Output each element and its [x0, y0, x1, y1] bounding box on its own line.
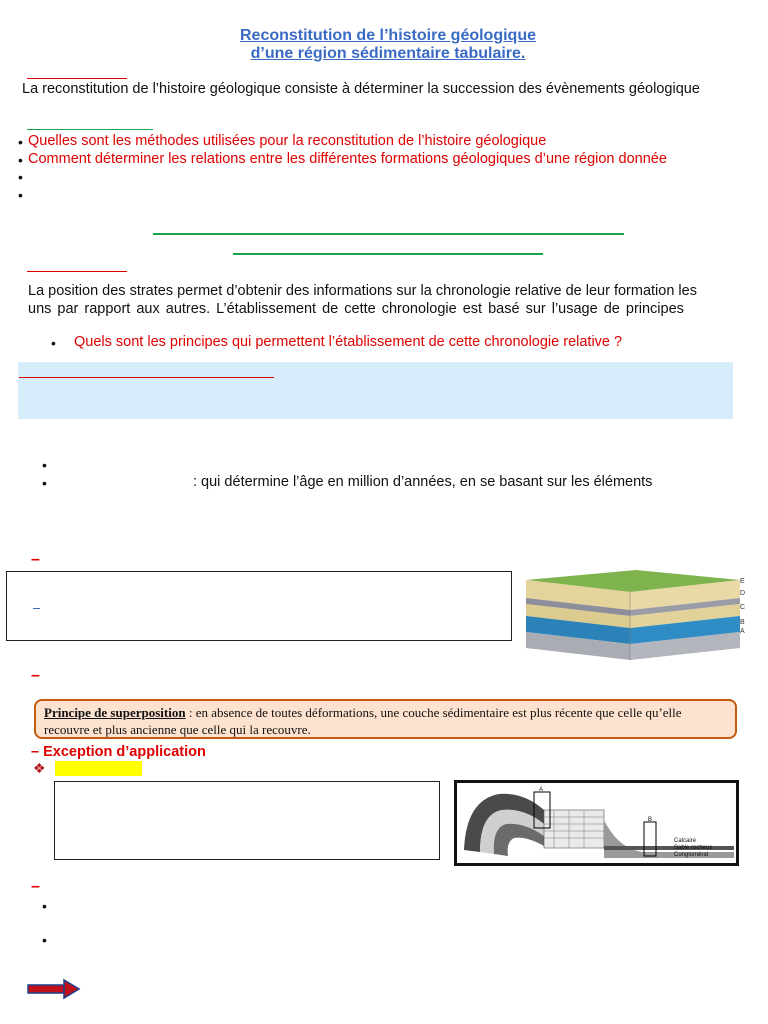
- bullet-dot: •: [51, 335, 56, 351]
- answer-frame-2: [54, 781, 440, 860]
- bullet-dot: •: [42, 898, 47, 914]
- legend-sable: Sable rocheux: [674, 845, 713, 851]
- principle-label: Principe de superposition: [44, 705, 186, 720]
- bullet-dot: •: [18, 134, 23, 150]
- layer-label-c: C: [740, 604, 746, 611]
- page-title-line2: d’une région sédimentaire tabulaire.: [250, 45, 526, 62]
- bullet-dot: •: [42, 932, 47, 948]
- right-arrow-icon: [27, 978, 81, 1000]
- diamond-bullet-icon: ❖: [33, 760, 46, 776]
- heading-underline: [27, 271, 127, 272]
- panel-underline: [19, 377, 274, 378]
- sample-label-a: A: [539, 787, 544, 793]
- bullet-dot: •: [42, 475, 47, 491]
- principles-question: Quels sont les principes qui permettent l’établissement de cette chronologie relative ?: [74, 334, 623, 350]
- strata-block-figure: [518, 566, 750, 668]
- bullet-dot: •: [18, 152, 23, 168]
- layer-label-e: E: [740, 578, 745, 585]
- section-dash: –: [31, 667, 40, 684]
- blue-dash-mark: [33, 608, 40, 609]
- heading-underline: [27, 78, 127, 79]
- legend-calcaire: Calcaire: [674, 838, 697, 844]
- highlight-panel: [18, 362, 733, 419]
- bullet-dot: •: [18, 169, 23, 185]
- section-heading-rule-1: [153, 233, 624, 235]
- sample-label-b: B: [648, 817, 653, 823]
- folded-strata-figure: [454, 780, 739, 866]
- section-dash: –: [31, 551, 40, 568]
- section-dash: –: [31, 878, 40, 895]
- answer-frame-1: [6, 571, 512, 641]
- question-item-1: Quelles sont les méthodes utilisées pour la reconstitution de l’histoire géologique: [28, 133, 547, 149]
- intro-text: La reconstitution de l’histoire géologique consiste à déterminer la succession des évènements géologique: [22, 81, 700, 97]
- bullet-dot: •: [18, 187, 23, 203]
- absolute-dating-text: : qui détermine l’âge en million d’années, en se basant sur les éléments: [193, 474, 653, 490]
- heading-underline-green: [27, 129, 153, 130]
- exception-heading: – Exception d’application: [31, 744, 206, 760]
- principle-text: : en absence de toutes déformations, une couche sédimentaire est plus récente que celle qu’elle recouvre et plus ancienne que celle qui la recouvre.: [44, 705, 682, 737]
- bullet-dot: •: [42, 457, 47, 473]
- layer-label-b: B: [740, 619, 745, 626]
- layer-label-d: D: [740, 590, 746, 597]
- page-title-line1: Reconstitution de l’histoire géologique: [239, 27, 536, 44]
- yellow-highlight: [55, 761, 142, 776]
- principle-box: [34, 699, 737, 739]
- section-heading-rule-2: [233, 253, 543, 255]
- paragraph-line-2: uns par rapport aux autres. L’établissement de cette chronologie est basé sur l’usage de principes: [28, 301, 684, 317]
- legend-conglomerat: Conglomérat: [674, 852, 709, 858]
- paragraph-line-1: La position des strates permet d’obtenir des informations sur la chronologie relative de leur formation les: [28, 283, 697, 299]
- layer-label-a: A: [740, 628, 745, 635]
- question-item-2: Comment déterminer les relations entre les différentes formations géologiques d’une région donnée: [28, 151, 667, 167]
